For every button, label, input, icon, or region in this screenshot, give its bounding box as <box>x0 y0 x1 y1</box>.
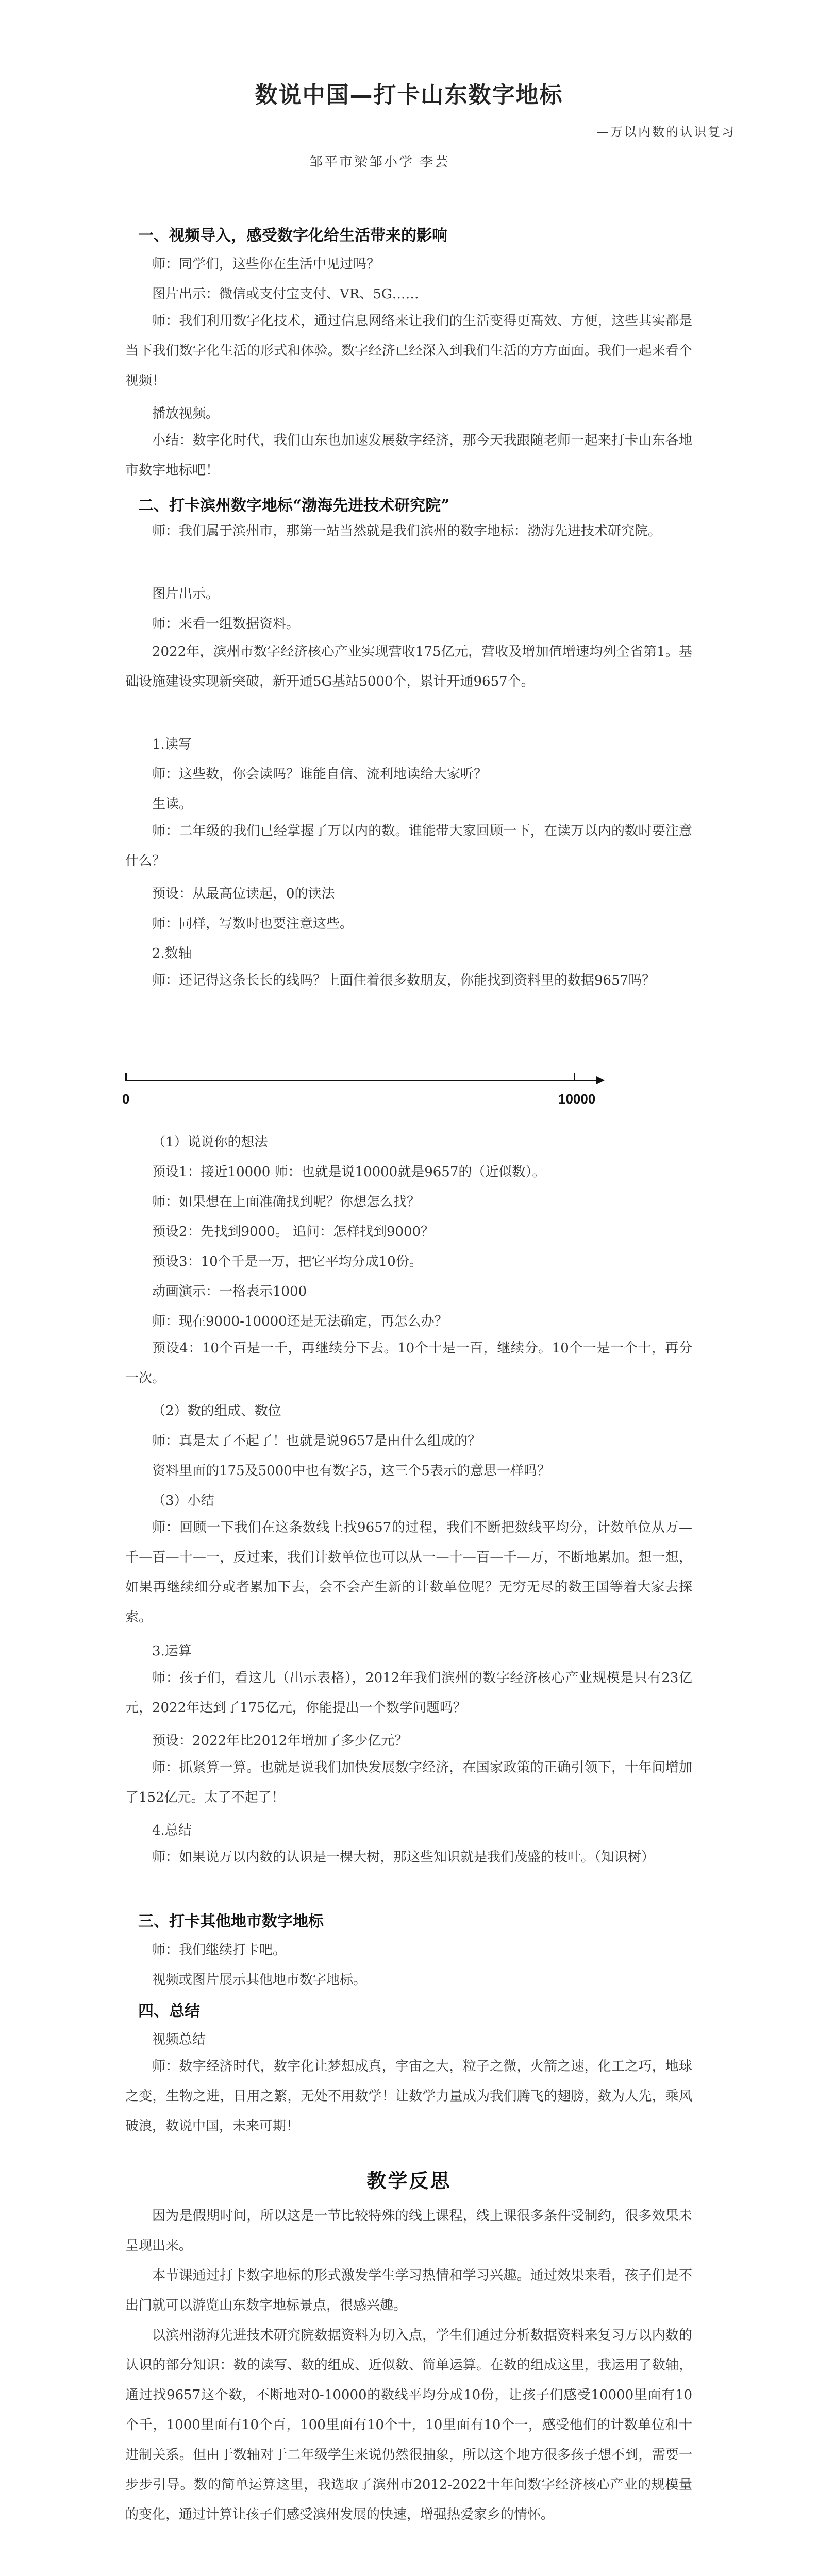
lesson-line: 师：这些数，你会读吗？谁能自信、流利地读给大家听？ <box>152 767 488 782</box>
lesson-line: 师：同学们，这些你在生活中见过吗？ <box>152 257 380 272</box>
lesson-line: （3）小结 <box>152 1493 214 1509</box>
section-heading-4: 四、总结 <box>138 2002 200 2020</box>
lesson-paragraph: 师：孩子们，看这儿（出示表格），2012年我们滨州的数字经济核心产业规模是只有23亿元，2022年达到了175亿元，你能提出一个数学问题吗？ <box>125 1670 692 1716</box>
lesson-paragraph: 师：二年级的我们已经掌握了万以内的数。谁能带大家回顾一下，在读万以内的数时要注意什么？ <box>125 823 692 869</box>
lesson-line: 预设：从最高位读起，0的读法 <box>152 886 335 902</box>
number-line-start-label: 0 <box>122 1091 130 1107</box>
lesson-paragraph: 师：我们属于滨州市，那第一站当然就是我们滨州的数字地标：渤海先进技术研究院。 <box>152 523 662 539</box>
number-line-end-tick <box>574 1073 575 1081</box>
lesson-paragraph: 师：回顾一下我们在这条数线上找9657的过程，我们不断把数线平均分，计数单位从万—千—百—十—一，反过来，我们计数单位也可以从一—十—百—千—万，不断地累加。想一想，如果再继续细分或者累加下去，会不会产生新的计数单位呢？无穷无尽的数王国等着大家去探索。 <box>125 1520 692 1625</box>
lesson-line: 3.运算 <box>152 1643 192 1659</box>
number-line-start-tick <box>125 1073 127 1081</box>
lesson-paragraph: 2022年，滨州市数字经济核心产业实现营收175亿元，营收及增加值增速均列全省第1。基础设施建设实现新突破，新开通5G基站5000个，累计开通9657个。 <box>125 644 692 689</box>
number-line-axis <box>125 1080 599 1081</box>
lesson-paragraph: 师：抓紧算一算。也就是说我们加快发展数字经济，在国家政策的正确引领下，十年间增加了152亿元。太了不起了！ <box>125 1760 692 1805</box>
lesson-paragraph: 预设4：10个百是一千，再继续分下去。10个十是一百，继续分。10个一是一个十，再分一次。 <box>125 1341 692 1386</box>
lesson-paragraph: 师：数字经济时代，数字化让梦想成真，宇宙之大，粒子之微，火箭之速，化工之巧，地球之变，生物之进，日用之繁，无处不用数学！让数学力量成为我们腾飞的翅膀，数为人先，乘风破浪，数说中国，未来可期！ <box>125 2059 692 2134</box>
lesson-line: 师：我们继续打卡吧。 <box>152 1942 287 1958</box>
lesson-line: 预设2：先找到9000。 追问：怎样找到9000？ <box>152 1224 435 1240</box>
document-title: 数说中国—打卡山东数字地标 <box>255 82 563 108</box>
lesson-line: 1.读写 <box>152 737 192 752</box>
lesson-line: （1）说说你的想法 <box>152 1134 268 1150</box>
lesson-line: 视频总结 <box>152 2032 206 2047</box>
lesson-line: 师：同样，写数时也要注意这些。 <box>152 916 354 931</box>
lesson-line: 师：来看一组数据资料。 <box>152 616 300 632</box>
lesson-line: 4.总结 <box>152 1823 192 1838</box>
reflection-paragraph: 本节课通过打卡数字地标的形式激发学生学习热情和学习兴趣。通过效果来看，孩子们是不出门就可以游览山东数字地标景点，很感兴趣。 <box>125 2268 692 2313</box>
number-line-end-label: 10000 <box>558 1091 596 1107</box>
document-author: 邹平市梁邹小学 李芸 <box>309 155 450 170</box>
reflection-title: 教学反思 <box>366 2169 452 2192</box>
lesson-line: 动画演示：一格表示1000 <box>152 1284 307 1299</box>
lesson-line: 图片出示。 <box>152 586 220 602</box>
lesson-line: （2）数的组成、数位 <box>152 1403 281 1419</box>
lesson-line: 播放视频。 <box>152 406 220 421</box>
lesson-line: 师：真是太了不起了！也就是说9657是由什么组成的？ <box>152 1433 481 1449</box>
lesson-paragraph: 小结：数字化时代，我们山东也加速发展数字经济，那今天我跟随老师一起来打卡山东各地市数字地标吧！ <box>125 433 692 478</box>
lesson-line: 师：如果想在上面准确找到呢？你想怎么找？ <box>152 1194 421 1210</box>
number-line-arrow-icon <box>596 1076 605 1084</box>
section-heading-3: 三、打卡其他地市数字地标 <box>138 1912 324 1930</box>
document-subtitle: —万以内数的认识复习 <box>596 125 736 139</box>
number-line <box>121 1065 626 1107</box>
lesson-line: 资料里面的175及5000中也有数字5，这三个5表示的意思一样吗？ <box>152 1463 550 1479</box>
lesson-line: 图片出示：微信或支付宝支付、VR、5G…… <box>152 286 419 302</box>
lesson-line: 预设3：10个千是一万，把它平均分成10份。 <box>152 1254 423 1269</box>
lesson-paragraph: 师：我们利用数字化技术，通过信息网络来让我们的生活变得更高效、方便，这些其实都是当下我们数字化生活的形式和体验。数字经济已经深入到我们生活的方方面面。我们一起来看个视频！ <box>125 313 692 388</box>
lesson-line: 2.数轴 <box>152 946 192 961</box>
lesson-line: 师：现在9000-10000还是无法确定，再怎么办？ <box>152 1314 448 1329</box>
lesson-paragraph: 师：还记得这条长长的线吗？上面住着很多数朋友，你能找到资料里的数据9657吗？ <box>152 973 656 988</box>
lesson-line: 生读。 <box>152 796 193 812</box>
lesson-line: 视频或图片展示其他地市数字地标。 <box>152 1972 367 1988</box>
lesson-line: 预设：2022年比2012年增加了多少亿元？ <box>152 1733 408 1749</box>
section-heading-2: 二、打卡滨州数字地标“渤海先进技术研究院” <box>138 497 450 515</box>
reflection-paragraph: 以滨州渤海先进技术研究院数据资料为切入点，学生们通过分析数据资料来复习万以内数的认识的部分知识：数的读写、数的组成、近似数、简单运算。在数的组成这里，我运用了数轴，通过找9657这个数，不断地对0-10000的数线平均分成10份，让孩子们感受10000里面有10个千，1000里面有10个百，100里面有10个十，10里面有10个一，感受他们的计数单位和十进制关系。但由于数轴对于二年级学生来说仍然很抽象，所以这个地方很多孩子想不到，需要一步步引导。数的简单运算这里，我选取了滨州市2012-2022十年间数字经济核心产业的规模量的变化，通过计算让孩子们感受滨州发展的快速，增强热爱家乡的情怀。 <box>125 2328 692 2522</box>
lesson-paragraph: 师：如果说万以内数的认识是一棵大树，那这些知识就是我们茂盛的枝叶。（知识树） <box>152 1850 655 1865</box>
section-heading-1: 一、视频导入，感受数字化给生活带来的影响 <box>138 227 447 245</box>
lesson-line: 预设1：接近10000 师：也就是说10000就是9657的（近似数）。 <box>152 1164 546 1180</box>
reflection-paragraph: 因为是假期时间，所以这是一节比较特殊的线上课程，线上课很多条件受制约，很多效果未呈现出来。 <box>125 2208 692 2253</box>
